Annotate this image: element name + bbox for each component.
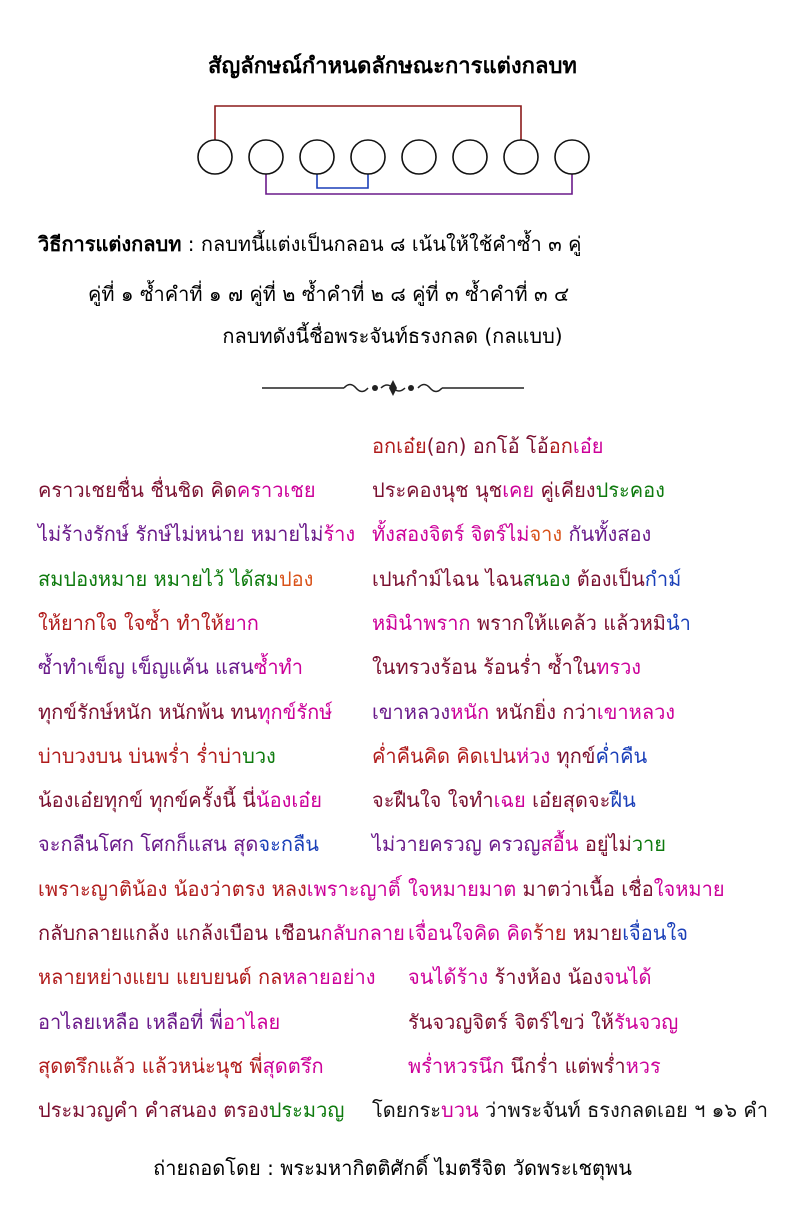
verse-segment: สอื้น — [540, 832, 579, 856]
verse-segment: เอ๋ยสุดจะ — [525, 788, 611, 812]
verse-right-4 — [372, 607, 691, 639]
method-text: : กลบทนี้แต่งเป็นกลอน ๘ เน้นให้ใช้คำซ้ำ ๓ คู่ — [181, 232, 582, 256]
verse-segment: ห่วง — [515, 744, 551, 768]
page-title: สัญลักษณ์กำหนดลักษณะการแต่งกลบท — [208, 54, 577, 79]
ornament-divider — [262, 378, 524, 398]
verse-segment: ปอง — [278, 567, 314, 591]
verse-segment: ฝืน — [610, 788, 636, 812]
verse-right-12 — [408, 961, 652, 993]
verse-left-3 — [38, 563, 313, 595]
verse-segment: (อก) อกโอ้ โอ้ — [426, 434, 549, 458]
verse-segment: ใจหมาย — [653, 877, 725, 901]
verse-segment: ประมวญ — [268, 1098, 345, 1122]
verse-segment: หมาย — [566, 921, 623, 945]
word-slot-4 — [351, 140, 385, 174]
verse-segment: ให้ยากใจ ใจซ้ำ ทำให้ — [38, 611, 224, 635]
verse-left-12 — [38, 961, 375, 993]
link-pair-1 — [215, 106, 521, 140]
verse-segment: เขาหลวง — [596, 700, 676, 724]
verse-segment: ไม่ร้างรักษ์ รักษ์ไม่หน่าย หมายไม่ — [38, 522, 324, 546]
verse-segment: กลับกลายแกล้ง แกล้งเบือน เชือน — [38, 921, 321, 945]
verse-segment: ซ้ำทำ — [253, 655, 303, 679]
verse-segment: ร้าง — [323, 522, 356, 546]
verse-segment: บวน — [441, 1098, 479, 1122]
verse-left-6 — [38, 696, 332, 728]
verse-right-3 — [372, 563, 681, 595]
verse-segment: ต้องเป็น — [570, 567, 645, 591]
repeat-pairs: คู่ที่ ๑ ซ้ำคำที่ ๑ ๗ คู่ที่ ๒ ซ้ำคำที่ ๒ ๘ คู่ที่ ๓ ซ้ำคำที่ ๓ ๔ — [88, 282, 570, 306]
verse-right-10 — [408, 873, 725, 905]
verse-left-4 — [38, 607, 259, 639]
verse-segment: สุดตรึก — [262, 1054, 324, 1078]
word-slot-6 — [453, 140, 487, 174]
verse-segment: หวร — [625, 1054, 661, 1078]
verse-left-14 — [38, 1050, 324, 1082]
verse-segment: หลายอย่าง — [282, 965, 376, 989]
word-slot-3 — [300, 140, 334, 174]
verse-segment: เจื่อนใจคิด คิด — [408, 921, 533, 945]
verse-segment: จะฝืนใจ ใจทำ — [372, 788, 494, 812]
verse-segment: รันจวญ — [613, 1010, 679, 1034]
verse-segment: เอ๋ย — [572, 434, 604, 458]
verse-segment: เพราะญาติ์ — [306, 877, 401, 901]
verse-segment: อยู่ไม่ — [578, 832, 632, 856]
verse-segment: ทั้งสองจิตร์ จิตร์ไม่ — [372, 522, 530, 546]
verse-segment: จาง — [529, 522, 563, 546]
word-slot-7 — [504, 140, 538, 174]
verse-segment: โดยกระ — [372, 1098, 442, 1122]
verse-segment: จนได้ — [603, 965, 652, 989]
verse-segment: บวง — [242, 744, 276, 768]
verse-segment: ประคอง — [595, 478, 665, 502]
verse-segment: น้องเอ๋ย — [255, 788, 322, 812]
diagram-circles — [198, 140, 589, 174]
verse-left-8 — [38, 784, 322, 816]
verse-segment: เปนกำม์ไฉน ไฉน — [372, 567, 523, 591]
rhyme-scheme-diagram — [190, 100, 600, 210]
verse-segment: ซ้ำทำเข็ญ เข็ญแค้น แสน — [38, 655, 254, 679]
verse-segment: สุดตรึกแล้ว แล้วหน่ะนุช พี่ — [38, 1054, 263, 1078]
verse-segment: ประคองนุช นุช — [372, 478, 503, 502]
verse-left-10 — [38, 873, 401, 905]
verse-segment: มาตว่าเนื้อ เชื่อ — [516, 877, 654, 901]
method-label: วิธีการแต่งกลบท — [38, 232, 182, 256]
word-slot-5 — [402, 140, 436, 174]
verse-segment: นำ — [665, 611, 691, 635]
link-pair-3 — [317, 174, 368, 188]
verse-segment: อาไลยเหลือ เหลือที่ พี่ — [38, 1010, 223, 1034]
verse-left-9 — [38, 828, 319, 860]
verse-segment: ใจหมายมาต — [408, 877, 517, 901]
verse-segment: เฉย — [493, 788, 526, 812]
credit-footer: ถ่ายถอดโดย : พระมหากิตติศักดิ์ ไมตรีจิต วัดพระเชตุพน — [153, 1156, 632, 1180]
verse-segment: จนได้ร้าง — [408, 965, 489, 989]
verse-right-9 — [372, 828, 666, 860]
verse-right-2 — [372, 518, 651, 550]
verse-segment: ค่ำคืนคิด คิดเปน — [372, 744, 516, 768]
verse-segment: ยาก — [223, 611, 259, 635]
verse-segment: ทุกข์รักษ์ — [257, 700, 333, 724]
verse-segment: อก — [548, 434, 573, 458]
verse-segment: ทุกข์ — [550, 744, 596, 768]
verse-segment: รันจวญจิตร์ จิตร์ไขว่ ให้ — [408, 1010, 614, 1034]
verse-segment: ว่าพระจันท์ ธรงกลดเอย ฯ ๑๖ คำ — [478, 1098, 769, 1122]
verse-segment: กันทั้งสอง — [562, 522, 652, 546]
verse-right-11 — [408, 917, 688, 949]
verse-right-15 — [372, 1094, 768, 1126]
verse-segment: กลับกลาย — [320, 921, 405, 945]
verse-segment: วาย — [631, 832, 666, 856]
verse-segment: คราวเชยชื่น ชื่นชิด คิด — [38, 478, 237, 502]
verse-segment: หนัก — [450, 700, 490, 724]
verse-segment: ประมวญคำ คำสนอง ตรอง — [38, 1098, 269, 1122]
verse-right-8 — [372, 784, 636, 816]
method-line — [38, 228, 581, 260]
verse-segment: หนักยิ่ง กว่า — [489, 700, 597, 724]
word-slot-1 — [198, 140, 232, 174]
verse-segment: ค่ำคืน — [595, 744, 648, 768]
verse-segment: เจื่อนใจ — [622, 921, 688, 945]
verse-right-1 — [372, 474, 665, 506]
verse-segment: เขาหลวง — [372, 700, 451, 724]
verse-segment: พรากให้แคล้ว แล้วหมิ — [470, 611, 666, 635]
opening-line — [372, 430, 603, 462]
verse-right-13 — [408, 1006, 678, 1038]
verse-left-11 — [38, 917, 405, 949]
verse-segment: พร่ำหวรนึก — [408, 1054, 505, 1078]
verse-segment: ไม่วายครวญ ครวญ — [372, 832, 541, 856]
verse-segment: เคย — [502, 478, 535, 502]
verse-segment: ในทรวงร้อน ร้อนร่ำ ซ้ำใน — [372, 655, 597, 679]
verse-segment: ร้าย — [532, 921, 567, 945]
verse-segment: คู่เคียง — [534, 478, 596, 502]
verse-segment: กำม์ — [644, 567, 682, 591]
verse-segment: หลายหย่างแยบ แยบยนต์ กล — [38, 965, 283, 989]
link-pair-2 — [266, 174, 572, 194]
verse-left-1 — [38, 474, 316, 506]
verse-left-7 — [38, 740, 276, 772]
verse-right-14 — [408, 1050, 661, 1082]
verse-segment: ทุกข์รักษ์หนัก หนักพ้น ทน — [38, 700, 258, 724]
verse-segment: หมินำพราก — [372, 611, 471, 635]
poem-name: กลบทดังนี้ชื่อพระจันท์ธรงกลด (กลแบบ) — [222, 324, 563, 348]
word-slot-2 — [249, 140, 283, 174]
verse-segment: เพราะญาติน้อง น้องว่าตรง หลง — [38, 877, 307, 901]
verse-segment: ทรวง — [596, 655, 642, 679]
verse-left-15 — [38, 1094, 344, 1126]
verse-segment: ร้างห้อง น้อง — [488, 965, 604, 989]
verse-left-5 — [38, 651, 303, 683]
verse-segment: คราวเชย — [236, 478, 316, 502]
verse-segment: สนอง — [522, 567, 571, 591]
verse-segment: บ่าบวงบน บ่นพร่ำ ร่ำบ่า — [38, 744, 243, 768]
verse-segment: สมปองหมาย หมายไว้ ได้สม — [38, 567, 279, 591]
verse-segment: น้องเอ๋ยทุกข์ ทุกข์ครั้งนี้ นี่ — [38, 788, 256, 812]
verse-right-5 — [372, 651, 641, 683]
verse-segment: จะกลืน — [258, 832, 319, 856]
verse-left-13 — [38, 1006, 280, 1038]
verse-segment: นึกร่ำ แต่พร่ำ — [504, 1054, 626, 1078]
verse-segment: จะกลืนโศก โศกก็แสน สุด — [38, 832, 259, 856]
verse-segment: อกเอ๋ย — [372, 434, 427, 458]
word-slot-8 — [555, 140, 589, 174]
verse-right-6 — [372, 696, 675, 728]
verse-right-7 — [372, 740, 647, 772]
verse-left-2 — [38, 518, 355, 550]
verse-segment: อาไลย — [222, 1010, 281, 1034]
